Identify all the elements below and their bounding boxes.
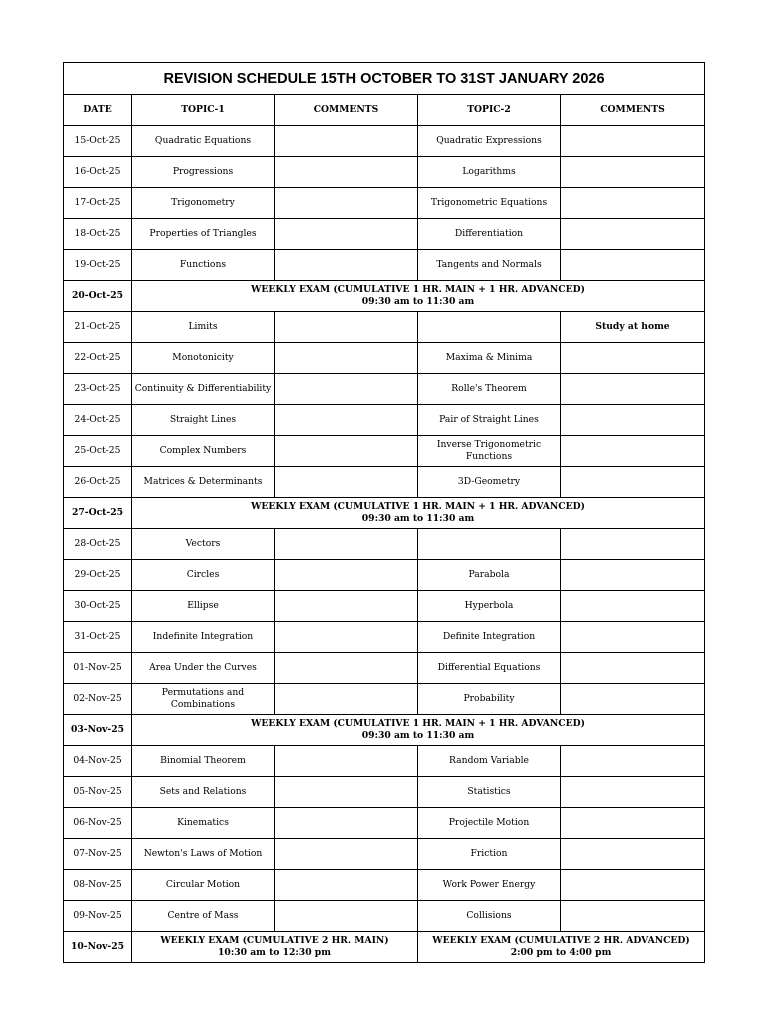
schedule-row [64, 250, 705, 281]
topic-2-cell: Random Variable [418, 746, 561, 777]
row-date: 24-Oct-25 [64, 405, 132, 436]
exam-cell-left [132, 932, 418, 963]
row-date: 19-Oct-25 [64, 250, 132, 281]
comment-1-cell [275, 529, 418, 560]
exam-row [64, 715, 705, 746]
comment-2-cell [561, 808, 705, 839]
row-date: 16-Oct-25 [64, 157, 132, 188]
topic-2-cell: Definite Integration [418, 622, 561, 653]
schedule-title: REVISION SCHEDULE 15TH OCTOBER TO 31ST JANUARY 2026 [64, 63, 705, 95]
exam-row [64, 932, 705, 963]
topic-2-cell: Logarithms [418, 157, 561, 188]
topic-1-cell: Sets and Relations [132, 777, 275, 808]
topic-1-cell: Binomial Theorem [132, 746, 275, 777]
schedule-row [64, 467, 705, 498]
comment-1-cell [275, 808, 418, 839]
topic-2-cell: Collisions [418, 901, 561, 932]
topic-1-cell: Centre of Mass [132, 901, 275, 932]
row-date: 09-Nov-25 [64, 901, 132, 932]
topic-1-cell: Progressions [132, 157, 275, 188]
header-comments-1: COMMENTS [275, 95, 418, 126]
topic-1-cell: Limits [132, 312, 275, 343]
topic-2-cell: Probability [418, 684, 561, 715]
topic-1-cell: Permutations and Combinations [132, 684, 275, 715]
topic-1-cell: Indefinite Integration [132, 622, 275, 653]
topic-2-cell: Differentiation [418, 219, 561, 250]
row-date: 31-Oct-25 [64, 622, 132, 653]
row-date: 29-Oct-25 [64, 560, 132, 591]
topic-2-cell: Friction [418, 839, 561, 870]
exam-cell [132, 498, 705, 529]
topic-2-cell: Work Power Energy [418, 870, 561, 901]
comment-2-cell [561, 653, 705, 684]
topic-2-cell: Inverse Trigonometric Functions [418, 436, 561, 467]
topic-2-cell: Rolle's Theorem [418, 374, 561, 405]
title-row [64, 63, 705, 95]
exam-title: WEEKLY EXAM (CUMULATIVE 1 HR. MAIN + 1 HR. ADVANCED) [251, 284, 585, 295]
header-row [64, 95, 705, 126]
comment-1-cell [275, 312, 418, 343]
exam-time: 09:30 am to 11:30 am [361, 730, 475, 741]
topic-2-cell: Parabola [418, 560, 561, 591]
schedule-row [64, 157, 705, 188]
comment-2-cell [561, 157, 705, 188]
exam-title: WEEKLY EXAM (CUMULATIVE 1 HR. MAIN + 1 HR. ADVANCED) [251, 718, 585, 729]
topic-2-cell: Projectile Motion [418, 808, 561, 839]
topic-1-cell: Ellipse [132, 591, 275, 622]
topic-2-cell: Quadratic Expressions [418, 126, 561, 157]
row-date: 28-Oct-25 [64, 529, 132, 560]
comment-2-cell [561, 622, 705, 653]
comment-2-cell [561, 560, 705, 591]
comment-1-cell [275, 343, 418, 374]
comment-1-cell [275, 591, 418, 622]
row-date: 07-Nov-25 [64, 839, 132, 870]
schedule-row [64, 405, 705, 436]
topic-1-cell: Newton's Laws of Motion [132, 839, 275, 870]
schedule-row [64, 777, 705, 808]
row-date: 17-Oct-25 [64, 188, 132, 219]
comment-2-cell [561, 188, 705, 219]
exam-cell [132, 281, 705, 312]
topic-1-cell: Properties of Triangles [132, 219, 275, 250]
schedule-row [64, 436, 705, 467]
schedule-row [64, 746, 705, 777]
row-date: 18-Oct-25 [64, 219, 132, 250]
topic-2-cell: Pair of Straight Lines [418, 405, 561, 436]
row-date: 06-Nov-25 [64, 808, 132, 839]
exam-time: 2:00 pm to 4:00 pm [510, 947, 612, 958]
comment-1-cell [275, 467, 418, 498]
schedule-row [64, 901, 705, 932]
topic-1-cell: Quadratic Equations [132, 126, 275, 157]
schedule-row [64, 374, 705, 405]
comment-1-cell [275, 250, 418, 281]
topic-1-cell: Monotonicity [132, 343, 275, 374]
topic-2-cell: Tangents and Normals [418, 250, 561, 281]
schedule-row [64, 622, 705, 653]
topic-2-cell: Statistics [418, 777, 561, 808]
row-date: 30-Oct-25 [64, 591, 132, 622]
comment-1-cell [275, 126, 418, 157]
header-topic-1: TOPIC-1 [132, 95, 275, 126]
schedule-row [64, 188, 705, 219]
exam-cell [132, 715, 705, 746]
exam-time: 09:30 am to 11:30 am [361, 513, 475, 524]
schedule-row [64, 808, 705, 839]
comment-1-cell [275, 746, 418, 777]
topic-1-cell: Functions [132, 250, 275, 281]
topic-2-cell: Differential Equations [418, 653, 561, 684]
exam-title: WEEKLY EXAM (CUMULATIVE 1 HR. MAIN + 1 HR. ADVANCED) [251, 501, 585, 512]
exam-cell-right [418, 932, 705, 963]
comment-2-cell [561, 529, 705, 560]
topic-1-cell: Continuity & Differentiability [132, 374, 275, 405]
comment-2-cell [561, 901, 705, 932]
comment-1-cell [275, 653, 418, 684]
schedule-row [64, 312, 705, 343]
row-date: 20-Oct-25 [64, 281, 132, 312]
comment-1-cell [275, 374, 418, 405]
comment-1-cell [275, 870, 418, 901]
row-date: 27-Oct-25 [64, 498, 132, 529]
comment-2-cell [561, 374, 705, 405]
header-topic-2: TOPIC-2 [418, 95, 561, 126]
comment-1-cell [275, 436, 418, 467]
row-date: 23-Oct-25 [64, 374, 132, 405]
topic-1-cell: Trigonometry [132, 188, 275, 219]
topic-1-cell: Circles [132, 560, 275, 591]
schedule-row [64, 684, 705, 715]
comment-1-cell [275, 188, 418, 219]
row-date: 10-Nov-25 [64, 932, 132, 963]
exam-time: 09:30 am to 11:30 am [361, 296, 475, 307]
comment-1-cell [275, 219, 418, 250]
exam-title: WEEKLY EXAM (CUMULATIVE 2 HR. ADVANCED) [432, 935, 690, 946]
row-date: 22-Oct-25 [64, 343, 132, 374]
schedule-row [64, 343, 705, 374]
row-date: 03-Nov-25 [64, 715, 132, 746]
topic-2-cell: Trigonometric Equations [418, 188, 561, 219]
comment-2-cell [561, 219, 705, 250]
comment-1-cell [275, 622, 418, 653]
comment-2-cell [561, 746, 705, 777]
comment-2-cell [561, 684, 705, 715]
exam-title: WEEKLY EXAM (CUMULATIVE 2 HR. MAIN) [160, 935, 389, 946]
schedule-row [64, 870, 705, 901]
header-date: DATE [64, 95, 132, 126]
row-date: 21-Oct-25 [64, 312, 132, 343]
row-date: 26-Oct-25 [64, 467, 132, 498]
comment-2-cell [561, 839, 705, 870]
topic-2-cell: Maxima & Minima [418, 343, 561, 374]
topic-1-cell: Vectors [132, 529, 275, 560]
exam-row [64, 281, 705, 312]
comment-1-cell [275, 901, 418, 932]
comment-1-cell [275, 839, 418, 870]
topic-2-cell: Hyperbola [418, 591, 561, 622]
comment-1-cell [275, 560, 418, 591]
comment-2-cell [561, 591, 705, 622]
comment-1-cell [275, 157, 418, 188]
schedule-row [64, 529, 705, 560]
schedule-body [64, 63, 705, 963]
topic-2-cell [418, 312, 561, 343]
topic-2-cell [418, 529, 561, 560]
exam-time: 10:30 am to 12:30 pm [218, 947, 331, 958]
schedule-row [64, 126, 705, 157]
comment-1-cell [275, 777, 418, 808]
row-date: 01-Nov-25 [64, 653, 132, 684]
comment-2-cell [561, 436, 705, 467]
schedule-row [64, 653, 705, 684]
comment-2-cell [561, 467, 705, 498]
topic-1-cell: Complex Numbers [132, 436, 275, 467]
comment-2-cell [561, 250, 705, 281]
schedule-row [64, 219, 705, 250]
topic-1-cell: Matrices & Determinants [132, 467, 275, 498]
exam-row [64, 498, 705, 529]
schedule-row [64, 591, 705, 622]
row-date: 15-Oct-25 [64, 126, 132, 157]
comment-2-cell [561, 126, 705, 157]
row-date: 04-Nov-25 [64, 746, 132, 777]
comment-2-cell [561, 870, 705, 901]
topic-2-cell: 3D-Geometry [418, 467, 561, 498]
header-comments-2: COMMENTS [561, 95, 705, 126]
topic-1-cell: Kinematics [132, 808, 275, 839]
topic-1-cell: Straight Lines [132, 405, 275, 436]
row-date: 05-Nov-25 [64, 777, 132, 808]
comment-1-cell [275, 684, 418, 715]
comment-2-cell [561, 777, 705, 808]
row-date: 02-Nov-25 [64, 684, 132, 715]
topic-1-cell: Circular Motion [132, 870, 275, 901]
topic-1-cell: Area Under the Curves [132, 653, 275, 684]
comment-2-cell [561, 343, 705, 374]
schedule-row [64, 839, 705, 870]
row-date: 25-Oct-25 [64, 436, 132, 467]
comment-2-cell [561, 405, 705, 436]
schedule-row [64, 560, 705, 591]
comment-2-cell: Study at home [561, 312, 705, 343]
row-date: 08-Nov-25 [64, 870, 132, 901]
revision-schedule-table [63, 62, 705, 963]
comment-1-cell [275, 405, 418, 436]
